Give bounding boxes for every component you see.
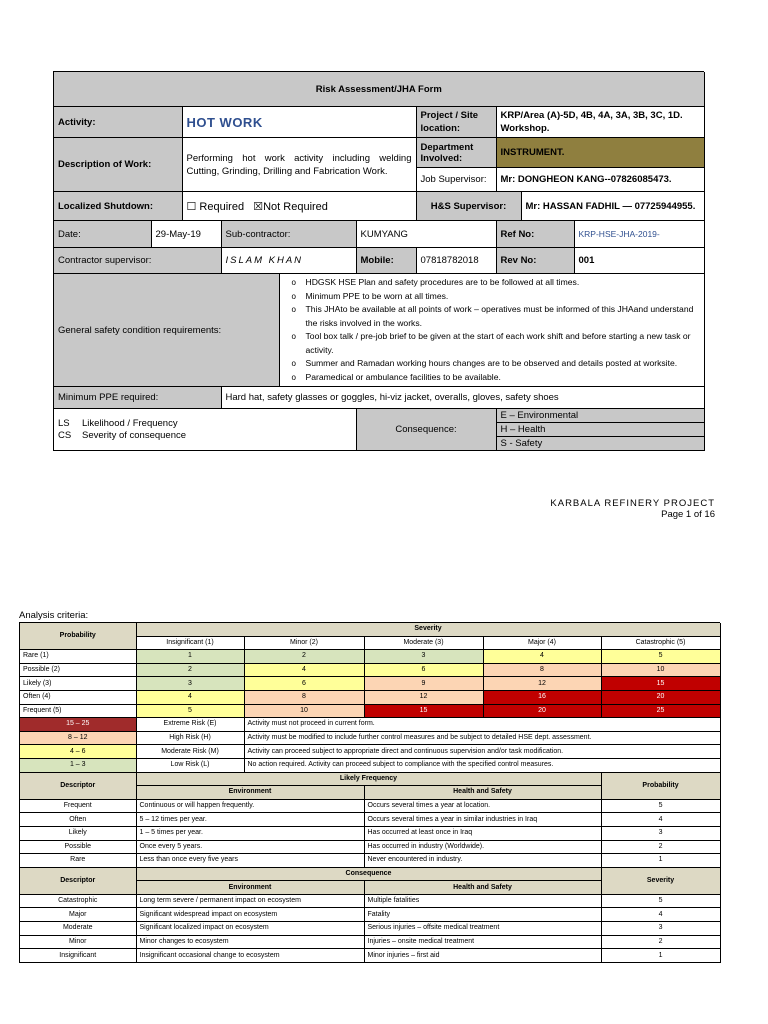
date-value: 29-May-19 [151,221,221,248]
matrix-row-label: Likely (3) [20,677,136,691]
activity-label: Activity: [54,107,182,138]
consequence-env: E – Environmental [496,409,704,423]
subcontractor-value: KUMYANG [356,221,496,248]
list-item: o Minimum PPE to be worn at all times. [306,290,700,304]
matrix-cell: 12 [483,677,601,691]
cons-title-header: Consequence [136,867,601,881]
freq-probability-header: Probability [601,772,720,799]
matrix-cell: 2 [244,650,364,664]
job-supervisor-value: Mr: DONGHEON KANG--07826085473. [496,168,704,192]
subcontractor-label: Sub-contractor: [221,221,356,248]
cons-health: Serious injuries – offsite medical treatment [364,922,601,936]
project-label: Project / Site location: [416,107,496,138]
cons-health: Multiple fatalities [364,894,601,908]
matrix-cell: 3 [136,677,244,691]
footer-project: KARBALA REFINERY PROJECT [550,498,715,509]
ref-value: KRP-HSE-JHA-2019- [574,221,704,248]
rev-label: Rev No: [496,248,574,274]
department-label: Department Involved: [416,138,496,168]
hs-supervisor-label: H&S Supervisor: [416,192,521,221]
ppe-label: Minimum PPE required: [54,387,221,409]
matrix-cell: 5 [601,650,720,664]
cons-health-header: Health and Safety [364,881,601,895]
matrix-cell: 2 [136,663,244,677]
cons-severity: 1 [601,949,720,963]
risk-assessment-form [53,71,704,451]
matrix-cell: 4 [136,690,244,704]
matrix-cell: 15 [364,704,483,718]
freq-descriptor-header: Descriptor [20,772,136,799]
cons-environment: Significant widespread impact on ecosystem [136,908,364,922]
contractor-supervisor-label: Contractor supervisor: [54,248,221,274]
risk-range: 15 – 25 [20,718,136,732]
mobile-label: Mobile: [356,248,416,274]
risk-range: 1 – 3 [20,758,136,772]
freq-probability: 1 [601,854,720,868]
general-safety-label: General safety condition requirements: [54,274,279,387]
cons-severity: 5 [601,894,720,908]
risk-name: High Risk (H) [136,731,244,745]
freq-descriptor: Rare [20,854,136,868]
matrix-row-label: Often (4) [20,690,136,704]
list-item: o This JHAto be available at all points of work – operatives must be informed of this JHAand understand the risks involved in the works. [306,303,700,330]
matrix-cell: 4 [244,663,364,677]
cons-environment: Insignificant occasional change to ecosystem [136,949,364,963]
freq-health: Has occurred in industry (Worldwide). [364,840,601,854]
footer-page-number: Page 1 of 16 [661,509,715,520]
list-item: o HDGSK HSE Plan and safety procedures are to be followed at all times. [306,276,700,290]
matrix-cell: 20 [483,704,601,718]
list-item: o Tool box talk / pre-job brief to be given at the start of each work shift and before starting a new task or activity. [306,330,700,357]
freq-environment-header: Environment [136,786,364,800]
freq-title-header: Likely Frequency [136,772,601,786]
legend-ls: LS [58,417,70,429]
activity-value: HOT WORK [186,114,263,130]
cons-descriptor: Major [20,908,136,922]
analysis-criteria-table [19,622,720,963]
matrix-cell: 10 [601,663,720,677]
matrix-cell: 20 [601,690,720,704]
matrix-cell: 16 [483,690,601,704]
cons-health: Minor injuries – first aid [364,949,601,963]
matrix-cell: 5 [136,704,244,718]
analysis-criteria-label: Analysis criteria: [19,610,89,621]
freq-environment: Less than once every five years [136,854,364,868]
cons-descriptor: Moderate [20,922,136,936]
shutdown-label: Localized Shutdown: [54,192,182,221]
freq-environment: 1 – 5 times per year. [136,826,364,840]
risk-description: Activity can proceed subject to appropriate direct and continuous supervision and/or task modification. [244,745,720,759]
consequence-label: Consequence: [356,409,496,451]
risk-description: Activity must be modified to include further control measures and be subject to detailed HSE dept. assessment. [244,731,720,745]
risk-description: Activity must not proceed in current form. [244,718,720,732]
matrix-row-label: Frequent (5) [20,704,136,718]
freq-probability: 3 [601,826,720,840]
department-value: INSTRUMENT. [496,138,704,168]
freq-health: Has occurred at least once in Iraq [364,826,601,840]
probability-header: Probability [20,623,136,650]
severity-level: Catastrophic (5) [601,636,720,650]
shutdown-not-required-checkbox[interactable]: ☒Not Required [253,200,328,213]
cons-severity-header: Severity [601,867,720,894]
matrix-row-label: Rare (1) [20,650,136,664]
freq-probability: 2 [601,840,720,854]
matrix-cell: 10 [244,704,364,718]
cons-descriptor: Catastrophic [20,894,136,908]
date-label: Date: [54,221,151,248]
consequence-health: H – Health [496,423,704,437]
project-value: KRP/Area (A)-5D, 4B, 4A, 3A, 3B, 3C, 1D. Workshop. [496,107,704,138]
form-title: Risk Assessment/JHA Form [54,72,704,107]
page-footer [550,498,715,520]
matrix-cell: 3 [364,650,483,664]
freq-health-header: Health and Safety [364,786,601,800]
freq-probability: 4 [601,813,720,827]
cons-severity: 2 [601,935,720,949]
general-safety-list [284,276,700,384]
matrix-cell: 1 [136,650,244,664]
matrix-cell: 15 [601,677,720,691]
risk-name: Extreme Risk (E) [136,718,244,732]
freq-health: Occurs several times a year in similar industries in Iraq [364,813,601,827]
risk-range: 4 – 6 [20,745,136,759]
shutdown-required-checkbox[interactable]: ☐ Required [186,200,245,213]
list-item: o Paramedical or ambulance facilities to be available. [306,371,700,385]
risk-range: 8 – 12 [20,731,136,745]
cons-severity: 3 [601,922,720,936]
risk-name: Moderate Risk (M) [136,745,244,759]
hs-supervisor-value: Mr: HASSAN FADHIL — 07725944955. [521,192,704,221]
freq-health: Occurs several times a year at location. [364,799,601,813]
matrix-cell: 8 [244,690,364,704]
cons-environment-header: Environment [136,881,364,895]
cons-environment: Minor changes to ecosystem [136,935,364,949]
cons-environment: Significant localized impact on ecosystem [136,922,364,936]
description-label: Description of Work: [54,138,182,192]
freq-descriptor: Often [20,813,136,827]
mobile-value: 07818782018 [416,248,496,274]
cons-descriptor: Minor [20,935,136,949]
cons-environment: Long term severe / permanent impact on ecosystem [136,894,364,908]
matrix-cell: 6 [364,663,483,677]
matrix-cell: 8 [483,663,601,677]
severity-level: Moderate (3) [364,636,483,650]
freq-environment: Once every 5 years. [136,840,364,854]
severity-header: Severity [136,623,720,636]
freq-probability: 5 [601,799,720,813]
ppe-value: Hard hat, safety glasses or goggles, hi-viz jacket, overalls, gloves, safety shoes [221,387,704,409]
ref-label: Ref No: [496,221,574,248]
severity-level: Insignificant (1) [136,636,244,650]
cons-health: Injuries – onsite medical treatment [364,935,601,949]
freq-environment: Continuous or will happen frequently. [136,799,364,813]
list-item: o Summer and Ramadan working hours changes are to be observed and details posted at worksite. [306,357,700,371]
job-supervisor-label: Job Supervisor: [416,168,496,192]
consequence-safety: S - Safety [496,437,704,451]
matrix-cell: 12 [364,690,483,704]
cons-severity: 4 [601,908,720,922]
risk-description: No action required. Activity can proceed subject to compliance with the specified control measures. [244,758,720,772]
legend-cs: CS [58,429,72,441]
freq-descriptor: Frequent [20,799,136,813]
freq-descriptor: Possible [20,840,136,854]
risk-name: Low Risk (L) [136,758,244,772]
cons-descriptor-header: Descriptor [20,867,136,894]
freq-environment: 5 – 12 times per year. [136,813,364,827]
matrix-cell: 4 [483,650,601,664]
freq-health: Never encountered in industry. [364,854,601,868]
matrix-row-label: Possible (2) [20,663,136,677]
matrix-cell: 6 [244,677,364,691]
rev-value: 001 [574,248,704,274]
matrix-cell: 25 [601,704,720,718]
severity-level: Minor (2) [244,636,364,650]
contractor-supervisor-value: ISLAM KHAN [221,248,356,274]
cons-descriptor: Insignificant [20,949,136,963]
legend-ls-text: Likelihood / Frequency [82,417,178,429]
cons-health: Fatality [364,908,601,922]
legend-cs-text: Severity of consequence [82,429,187,441]
matrix-cell: 9 [364,677,483,691]
description-value: Performing hot work activity including welding Cutting, Grinding, Drilling and Fabrication Work. [182,138,416,192]
freq-descriptor: Likely [20,826,136,840]
severity-level: Major (4) [483,636,601,650]
